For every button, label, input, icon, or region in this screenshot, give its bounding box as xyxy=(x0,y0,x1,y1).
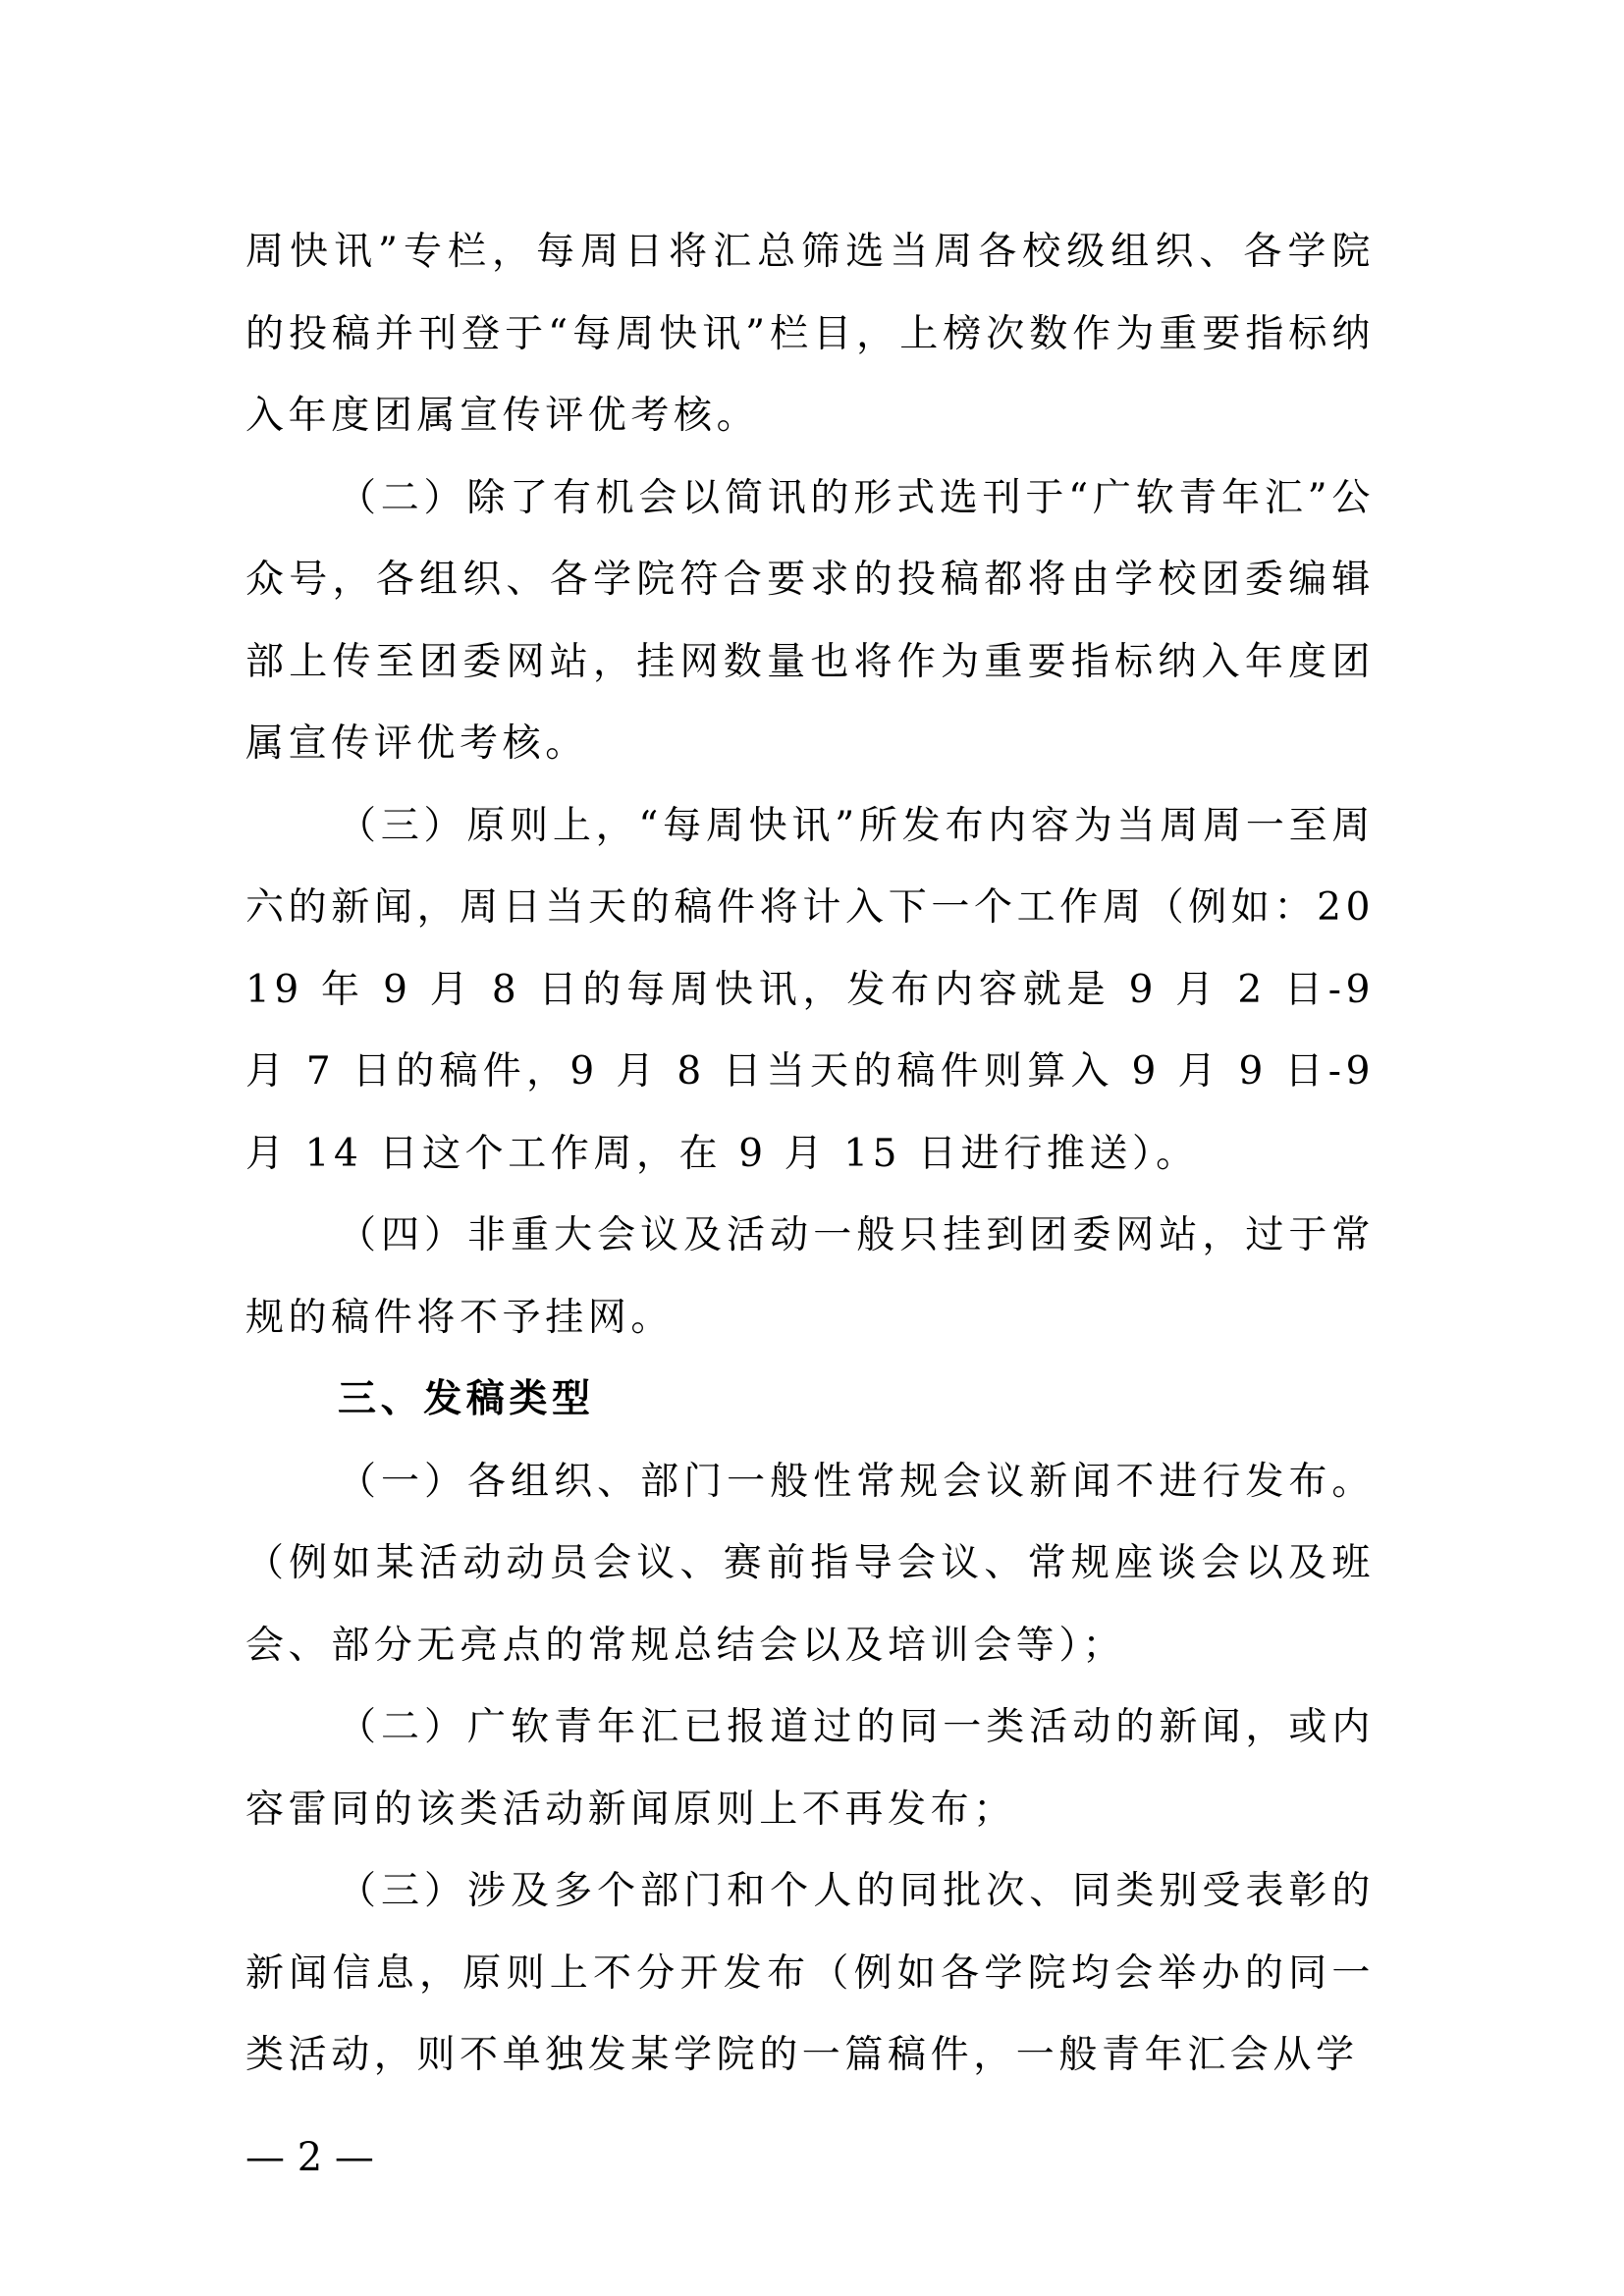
document-body xyxy=(245,211,1375,2097)
section-heading-submission-types: 三、发稿类型 xyxy=(338,1377,595,1421)
paragraph-type-2-duplicate-news: （二）广软青年汇已报道过的同一类活动的新闻，或内容雷同的该类活动新闻原则上不再发布； xyxy=(245,1705,1375,1832)
paragraph-weekly-news-column: 周快讯”专栏，每周日将汇总筛选当周各校级组织、各学院的投稿并刊登于“每周快讯”栏目，上榜次数作为重要指标纳入年度团属宣传评优考核。 xyxy=(245,230,1375,438)
paragraph-item-3-publishing-period: （三）原则上，“每周快讯”所发布内容为当周周一至周六的新闻，周日当天的稿件将计入下一个工作周（例如：2019 年 9 月 8 日的每周快讯，发布内容就是 9 月 2 日-9 月 7 日的稿件，9 月 8 日当天的稿件则算入 9 月 9 日-9 月 14 日这个工作周，在 9 月 15 日进行推送）。 xyxy=(245,803,1375,1176)
page-number: — 2 — xyxy=(245,2135,374,2180)
paragraph-item-2-website-upload: （二）除了有机会以简讯的形式选刊于“广软青年汇”公众号，各组织、各学院符合要求的投稿都将由学校团委编辑部上传至团委网站，挂网数量也将作为重要指标纳入年度团属宣传评优考核。 xyxy=(245,475,1375,766)
paragraph-type-1-routine-meetings: （一）各组织、部门一般性常规会议新闻不进行发布。（例如某活动动员会议、赛前指导会议、常规座谈会以及班会、部分无亮点的常规总结会以及培训会等）； xyxy=(245,1459,1375,1668)
paragraph-item-4-non-major-events: （四）非重大会议及活动一般只挂到团委网站，过于常规的稿件将不予挂网。 xyxy=(245,1213,1375,1340)
paragraph-type-3-batch-commendations: （三）涉及多个部门和个人的同批次、同类别受表彰的新闻信息，原则上不分开发布（例如各学院均会举办的同一类活动，则不单独发某学院的一篇稿件，一般青年汇会从学 xyxy=(245,1869,1375,2077)
